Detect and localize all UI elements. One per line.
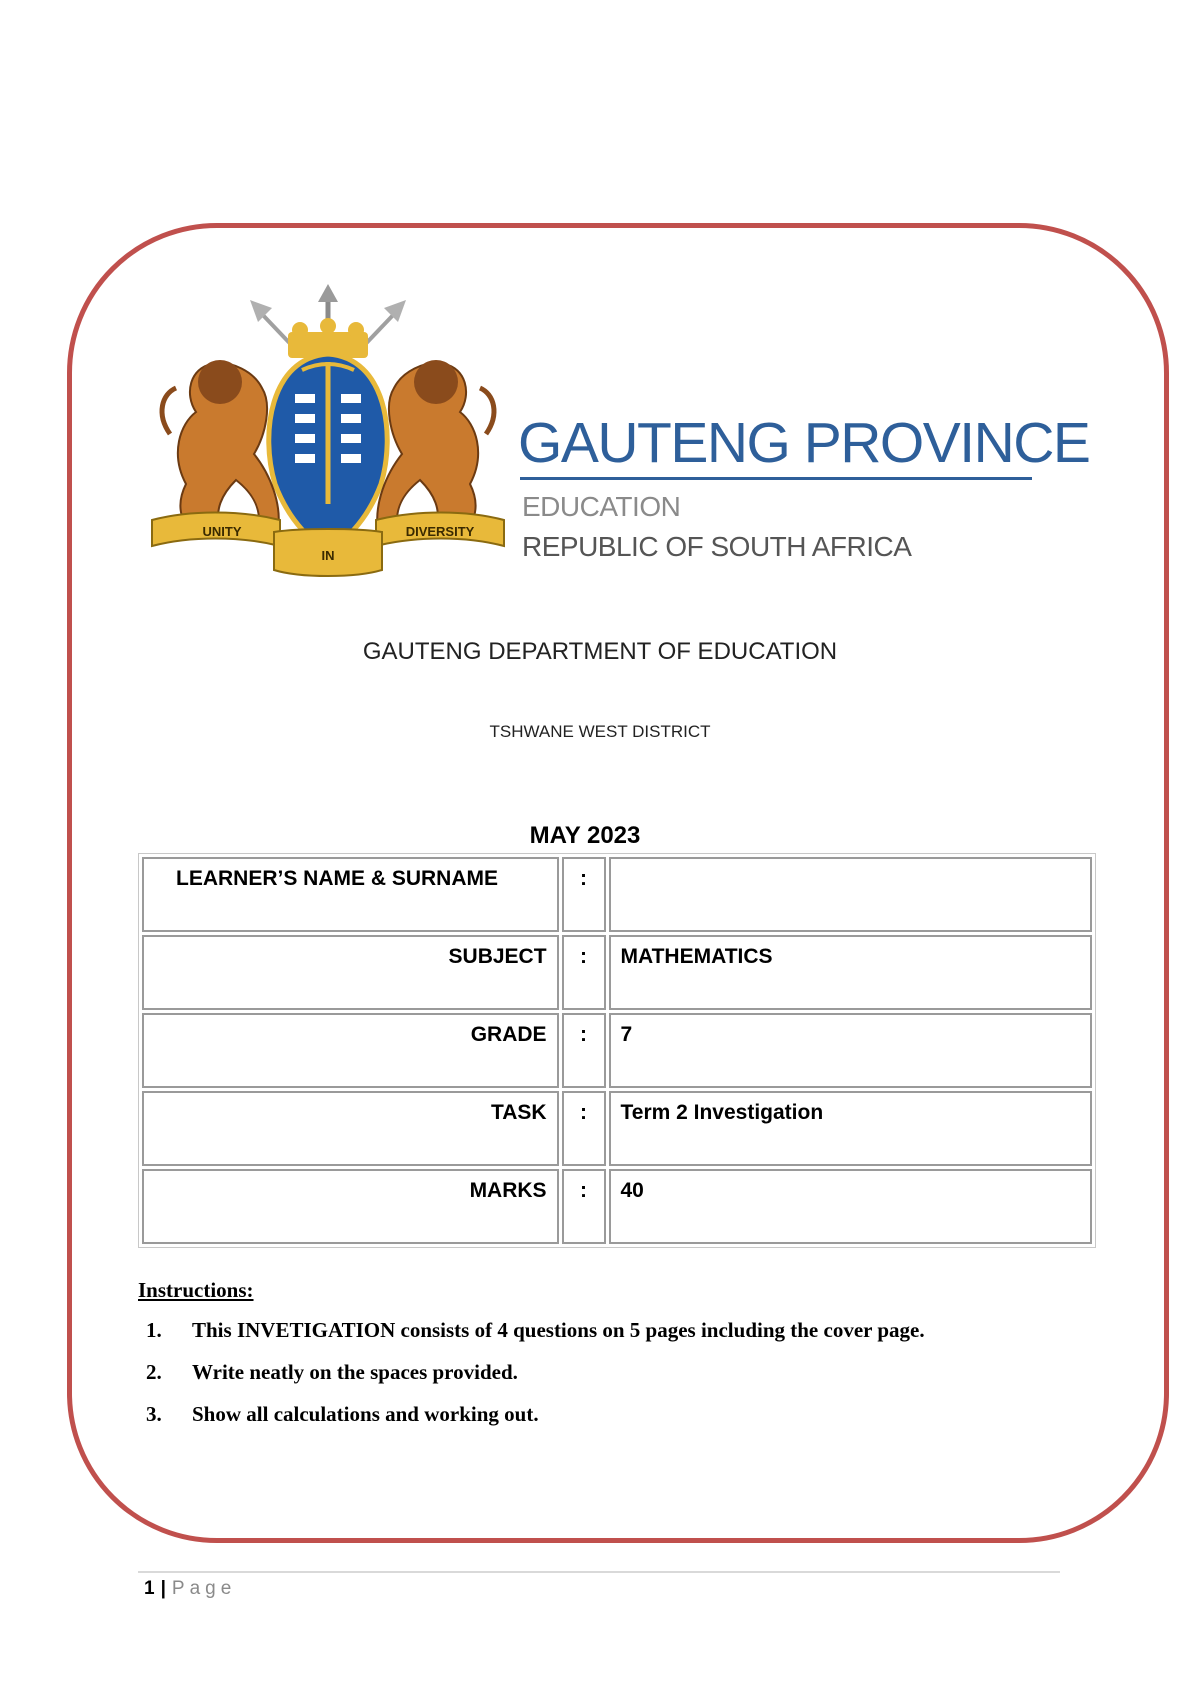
- list-item: [146, 1360, 925, 1402]
- instruction-text: Write neatly on the spaces provided.: [192, 1360, 518, 1384]
- brand-title: GAUTENG PROVINCE: [518, 411, 1090, 475]
- marks-label: MARKS: [142, 1169, 559, 1244]
- name-value-field[interactable]: [609, 857, 1093, 932]
- brand-underline: [520, 477, 1032, 480]
- department-name: GAUTENG DEPARTMENT OF EDUCATION: [362, 638, 838, 665]
- separator: :: [562, 935, 606, 1010]
- separator: :: [562, 857, 606, 932]
- gauteng-coat-of-arms-logo: [150, 284, 506, 584]
- grade-value: 7: [609, 1013, 1093, 1088]
- brand-subtitle-education: EDUCATION: [522, 491, 681, 522]
- instructions-list: [146, 1318, 925, 1444]
- instruction-text: This INVETIGATION consists of 4 questions on 5 pages including the cover page.: [192, 1318, 925, 1342]
- name-label: LEARNER’S NAME & SURNAME: [142, 857, 559, 932]
- separator: :: [562, 1013, 606, 1088]
- instruction-text: Show all calculations and working out.: [192, 1402, 539, 1426]
- task-value: Term 2 Investigation: [609, 1091, 1093, 1166]
- brand-subtitle-country: REPUBLIC OF SOUTH AFRICA: [522, 531, 912, 562]
- table-row: [142, 1013, 1092, 1088]
- learner-details-table: [138, 853, 1096, 1248]
- exam-date: MAY 2023: [529, 822, 641, 849]
- separator: :: [562, 1091, 606, 1166]
- instruction-number: 2.: [146, 1360, 162, 1384]
- crest-motto-in: IN: [321, 548, 335, 563]
- list-item: [146, 1402, 925, 1444]
- grade-label: GRADE: [142, 1013, 559, 1088]
- marks-value: 40: [609, 1169, 1093, 1244]
- crest-motto-diversity: DIVERSITY: [405, 524, 475, 539]
- separator: :: [562, 1169, 606, 1244]
- task-label: TASK: [142, 1091, 559, 1166]
- page-footer: [144, 1578, 236, 1600]
- district-name: TSHWANE WEST DISTRICT: [489, 722, 711, 741]
- table-row: [142, 935, 1092, 1010]
- page-number: 1: [144, 1578, 155, 1599]
- instruction-number: 3.: [146, 1402, 162, 1426]
- footer-divider: [138, 1571, 1060, 1573]
- table-row: [142, 1169, 1092, 1244]
- instructions-heading: Instructions:: [138, 1278, 254, 1302]
- instruction-number: 1.: [146, 1318, 162, 1342]
- subject-label: SUBJECT: [142, 935, 559, 1010]
- table-row: [142, 1091, 1092, 1166]
- footer-separator: |: [160, 1578, 166, 1599]
- page-word: Page: [171, 1578, 237, 1599]
- table-row: [142, 857, 1092, 932]
- list-item: [146, 1318, 925, 1360]
- subject-value: MATHEMATICS: [609, 935, 1093, 1010]
- crest-motto-unity: UNITY: [202, 524, 242, 539]
